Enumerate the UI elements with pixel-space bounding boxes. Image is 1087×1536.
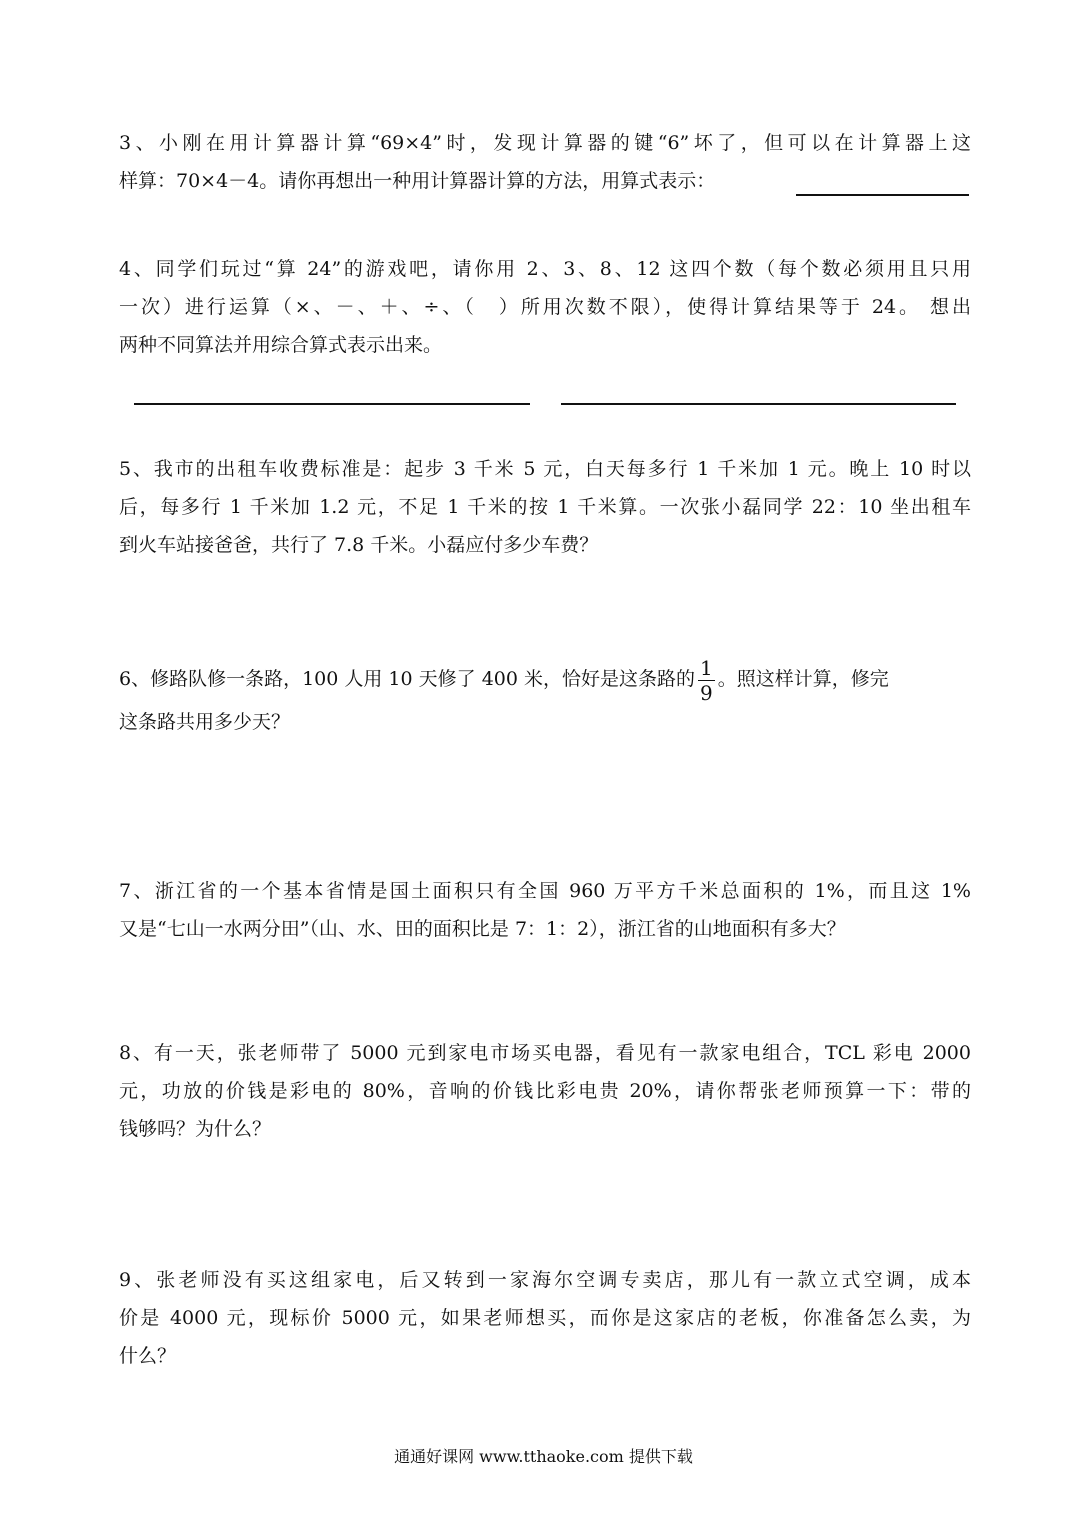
question-7 bbox=[119, 872, 971, 948]
question-9-line-3: 什么？ bbox=[119, 1345, 177, 1367]
question-5-line-1: 5、我市的出租车收费标准是：起步 3 千米 5 元，白天每多行 1 千米加 1 元。晚上 10 时以 bbox=[119, 458, 971, 480]
question-9-line-1: 9、张老师没有买这组家电，后又转到一家海尔空调专卖店，那儿有一款立式空调，成本 bbox=[119, 1269, 971, 1291]
question-7-line-1: 7、浙江省的一个基本省情是国土面积只有全国 960 万平方千米总面积的 1%，而且这 1% bbox=[119, 880, 971, 902]
question-3-line-2: 样算：70×4－4。请你再想出一种用计算器计算的方法，用算式表示： bbox=[119, 170, 716, 192]
question-9-line-2: 价是 4000 元，现标价 5000 元，如果老师想买，而你是这家店的老板，你准备怎么卖，为 bbox=[119, 1307, 971, 1329]
question-6-line-2: 这条路共用多少天？ bbox=[119, 711, 291, 733]
fraction-numerator: 1 bbox=[700, 655, 713, 680]
answer-line-q3[interactable] bbox=[796, 194, 969, 196]
question-8-line-1: 8、有一天，张老师带了 5000 元到家电市场买电器，看见有一款家电组合，TCL 彩电 2000 bbox=[119, 1042, 971, 1064]
question-5 bbox=[119, 450, 971, 564]
question-4-line-1: 4、同学们玩过“算 24”的游戏吧，请你用 2、3、8、12 这四个数（每个数必须用且只用 bbox=[119, 258, 971, 280]
answer-line-q4-left[interactable] bbox=[134, 403, 530, 405]
question-7-line-2: 又是“七山一水两分田”（山、水、田的面积比是 7：1：2），浙江省的山地面积有多大？ bbox=[119, 918, 846, 940]
question-8-line-3: 钱够吗？为什么？ bbox=[119, 1118, 272, 1140]
question-3 bbox=[119, 124, 971, 200]
question-5-line-2: 后，每多行 1 千米加 1.2 元，不足 1 千米的按 1 千米算。一次张小磊同学 22：10 坐出租车 bbox=[119, 496, 971, 518]
question-6-text-before: 6、修路队修一条路，100 人用 10 天修了 400 米，恰好是这条路的 bbox=[119, 668, 695, 690]
fraction-denominator: 9 bbox=[700, 680, 713, 705]
question-8-line-2: 元，功放的价钱是彩电的 80%，音响的价钱比彩电贵 20%，请你帮张老师预算一下：带的 bbox=[119, 1080, 971, 1102]
question-8 bbox=[119, 1034, 971, 1148]
fraction-one-ninth bbox=[698, 655, 715, 705]
question-9 bbox=[119, 1261, 971, 1375]
question-4-line-3: 两种不同算法并用综合算式表示出来。 bbox=[119, 334, 443, 356]
answer-line-q4-right[interactable] bbox=[561, 403, 956, 405]
question-4 bbox=[119, 250, 971, 364]
question-6-line-1 bbox=[119, 655, 971, 703]
question-6 bbox=[119, 655, 971, 741]
question-5-line-3: 到火车站接爸爸，共行了 7.8 千米。小磊应付多少车费？ bbox=[119, 534, 599, 556]
question-4-line-2: 一次）进行运算（×、－、＋、÷、（ ）所用次数不限），使得计算结果等于 24。 想出 bbox=[119, 296, 971, 318]
question-6-text-after: 。照这样计算，修完 bbox=[717, 668, 889, 690]
page-footer: 通通好课网 www.tthaoke.com 提供下载 bbox=[394, 1447, 693, 1466]
question-3-line-1: 3、小刚在用计算器计算“69×4”时，发现计算器的键“6”坏了，但可以在计算器上这 bbox=[119, 132, 971, 154]
